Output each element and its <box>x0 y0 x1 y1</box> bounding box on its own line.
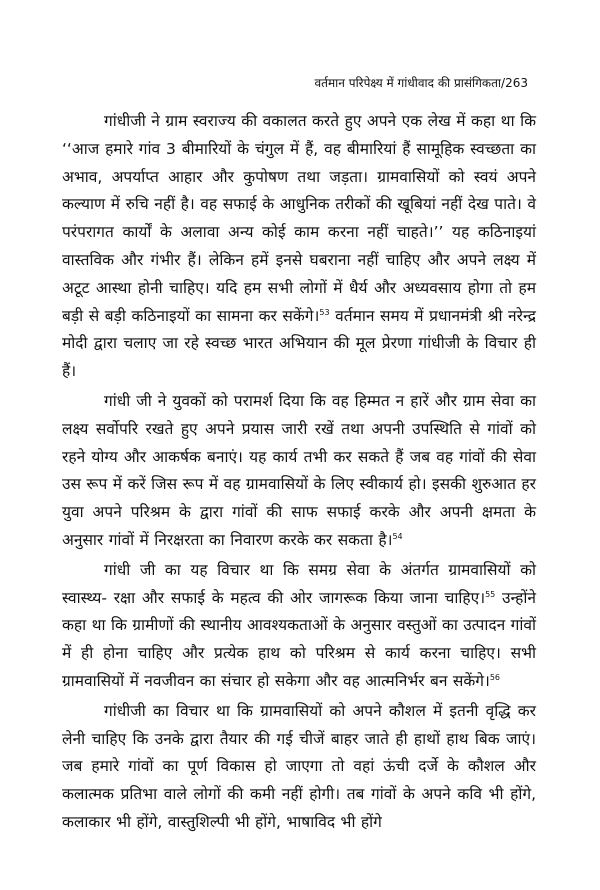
footnote-ref-56: 56 <box>489 672 501 682</box>
running-header: वर्तमान परिपेक्ष्य में गांधीवाद की प्रासंगिकता/263 <box>314 76 528 90</box>
footnote-ref-54: 54 <box>392 531 403 541</box>
footnote-ref-55: 55 <box>485 589 496 599</box>
paragraph-text: गांधीजी ने ग्राम स्वराज्य की वकालत करते हुए अपने एक लेख में कहा था कि ‘‘आज हमारे गांव 3 बीमारियों के चंगुल में हैं, वह बीमारियां हैं सामूहिक स्वच्छता का अभाव, अपर्याप्त आहार और कुपोषण तथा जड़ता। ग्रामवासियों को स्वयं अपने कल्याण में रुचि नहीं है। वह सफाई के आधुनिक तरीकों की खूबियां नहीं देख पाते। वे परंपरागत कार्यों के अलावा अन्य कोई काम करना नहीं चाहते।’’ यह कठिनाइयां वास्तविक और गंभीर हैं। लेकिन हमें इनसे घबराना नहीं चाहिए और अपने लक्ष्य में अटूट आस्था होनी चाहिए। यदि हम सभी लोगों में धैर्य और अध्यवसाय होगा तो हम बड़ी से बड़ी कठिनाइयों का सामना कर सकेंगे। <box>62 112 536 325</box>
paragraph-text: उन्होंने कहा था कि ग्रामीणों की स्थानीय आवश्यकताओं के अनुसार वस्तुओं का उत्पादन गांवों में ही होना चाहिए और प्रत्येक हाथ को परिश्रम से कार्य करना चाहिए। सभी ग्रामवासियों में नवजीवन का संचार हो सकेगा और वह आत्मनिर्भर बन सकेंगे। <box>62 588 537 690</box>
paragraph-text: गांधीजी का विचार था कि ग्रामवासियों को अपने कौशल में इतनी वृद्धि कर लेनी चाहिए कि उनके द्वारा तैयार की गई चीजें बाहर जाते ही हाथों हाथ बिक जाएं। जब हमारे गांवों का पूर्ण विकास हो जाएगा तो वहां ऊंची दर्जे के कौशल और कलात्मक प्रतिभा वाले लोगों की कमी नहीं होगी। तब गांवों के अपने कवि भी होंगे, कलाकार भी होंगे, वास्तुशिल्पी भी होंगे, भाषाविद भी होंगे <box>62 701 536 831</box>
body-text <box>62 108 536 837</box>
paragraph-text: गांधी जी का यह विचार था कि समग्र सेवा के अंतर्गत ग्रामवासियों को स्वास्थ्य- रक्षा और सफाई के महत्व की ओर जागरूक किया जाना चाहिए। <box>62 560 536 607</box>
paragraph-2 <box>62 388 536 555</box>
paragraph-1 <box>62 108 536 386</box>
paragraph-text: गांधी जी ने युवकों को परामर्श दिया कि वह हिम्मत न हारें और ग्राम सेवा का लक्ष्य सर्वोपरि रखते हुए अपने प्रयास जारी रखें तथा अपनी उपस्थिति से गांवों को रहने योग्य और आकर्षक बनाएं। यह कार्य तभी कर सकते हैं जब वह गांवों की सेवा उस रूप में करें जिस रूप में वह ग्रामवासियों के लिए स्वीकार्य हो। इसकी शुरुआत हर युवा अपने परिश्रम के द्वारा गांवों की साफ सफाई करके और अपनी क्षमता के अनुसार गांवों में निरक्षरता का निवारण करके कर सकता है। <box>62 391 536 549</box>
paragraph-3 <box>62 557 536 696</box>
paragraph-text: वर्तमान समय में प्रधानमंत्री श्री नरेन्द्र मोदी द्वारा चलाए जा रहे स्वच्छ भारत अभियान की मूल प्रेरणा गांधीजी के विचार ही हैं। <box>62 306 537 381</box>
paragraph-4 <box>62 698 536 837</box>
footnote-ref-53: 53 <box>319 307 330 317</box>
